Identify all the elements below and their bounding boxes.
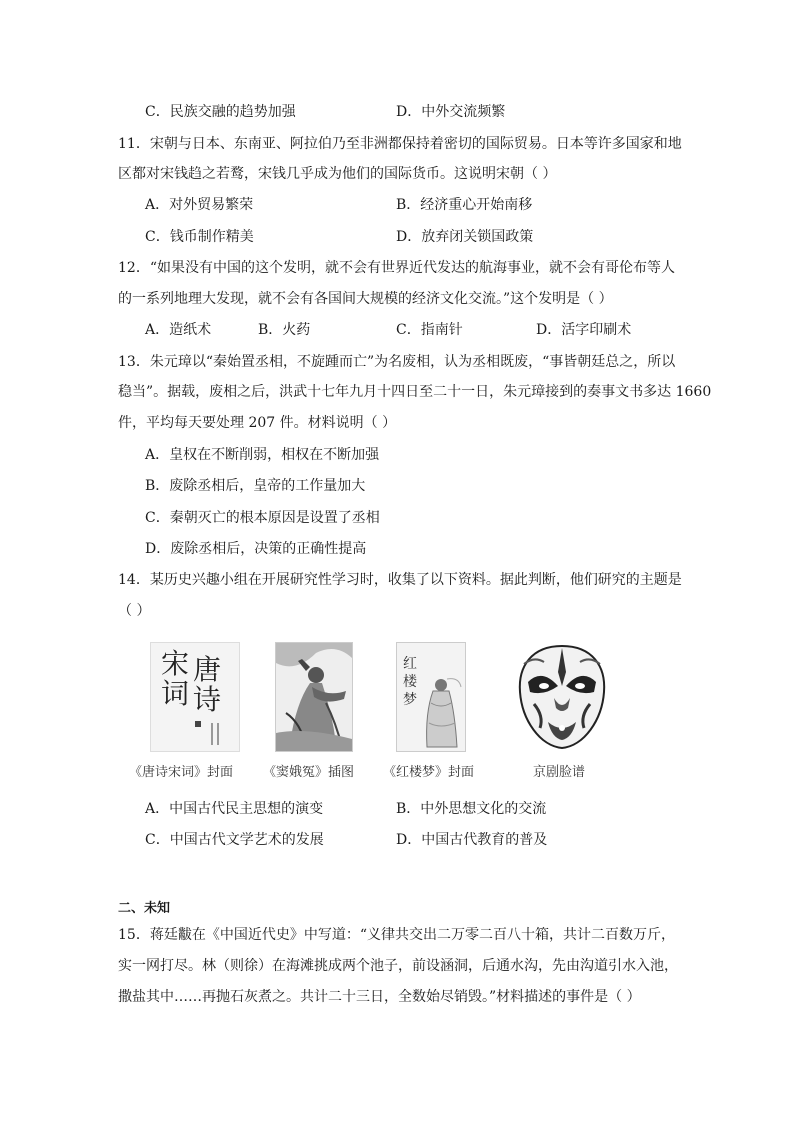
q11-stem-line1: 11．宋朝与日本、东南亚、阿拉伯乃至非洲都保持着密切的国际贸易。日本等许多国家和地: [118, 136, 682, 152]
q11-option-d: D．放弃闭关锁国政策: [396, 229, 534, 245]
cover-char-ci: 词: [161, 677, 190, 710]
q14-stem-line2: （ ）: [118, 603, 151, 619]
hongloumeng-cover-image: [396, 642, 466, 752]
q14-stem-line1: 14．某历史兴趣小组在开展研究性学习时，收集了以下资料。据此判断，他们研究的主题是: [118, 572, 682, 588]
q10-option-d: D．中外交流频繁: [396, 104, 506, 120]
lady-figure-icon: [417, 673, 463, 749]
cover-char-tang: 唐: [193, 653, 222, 686]
q11-option-b: B．经济重心开始南移: [396, 197, 533, 213]
peking-opera-mask-image: [514, 642, 610, 750]
q11-option-a: A．对外贸易繁荣: [145, 197, 254, 213]
q13-option-d: D．废除丞相后，决策的正确性提高: [145, 541, 367, 557]
caption-dou-e-yuan: 《窦娥冤》插图: [263, 765, 355, 780]
caption-hongloumeng: 《红楼梦》封面: [383, 765, 475, 780]
caption-opera-mask: 京剧脸谱: [533, 765, 586, 780]
q11-option-c: C．钱币制作精美: [145, 229, 254, 245]
section-title: 二、未知: [118, 901, 171, 916]
q13-stem-line2: 稳当”。据载，废相之后，洪武十七年九月十四日至二十一日，朱元璋接到的奏事文书多达 1660: [118, 384, 712, 400]
q14-option-b: B．中外思想文化的交流: [396, 801, 547, 817]
q13-option-b: B．废除丞相后，皇帝的工作量加大: [145, 478, 366, 494]
cover-seal-mark: [195, 721, 201, 727]
q12-option-b: B．火药: [258, 322, 311, 338]
q13-stem-line3: 件，平均每天要处理 207 件。材料说明（ ）: [118, 415, 397, 431]
q10-option-c: C．民族交融的趋势加强: [145, 104, 296, 120]
figure-illustration-icon: [276, 643, 352, 751]
cover-small-text-mark-2: [217, 723, 219, 745]
caption-tangshi-songci: 《唐诗宋词》封面: [129, 765, 234, 780]
q12-option-c: C．指南针: [396, 322, 463, 338]
cover-title-hongloumeng: 红楼梦: [403, 656, 417, 708]
q12-option-a: A．造纸术: [145, 322, 212, 338]
q14-option-c: C．中国古代文学艺术的发展: [145, 832, 324, 848]
cover-small-text-mark: [211, 723, 213, 745]
q13-stem-line1: 13．朱元璋以“秦始置丞相，不旋踵而亡”为名废相，认为丞相既废，“事皆朝廷总之，所以: [118, 354, 676, 370]
q12-option-d: D．活字印刷术: [536, 322, 632, 338]
opera-mask-icon: [514, 642, 610, 750]
tangshi-songci-cover-image: [150, 642, 240, 752]
q12-stem-line1: 12．“如果没有中国的这个发明，就不会有世界近代发达的航海事业，就不会有哥伦布等人: [118, 260, 675, 276]
q14-option-a: A．中国古代民主思想的演变: [145, 801, 324, 817]
q15-stem-line1: 15．蒋廷黻在《中国近代史》中写道：“义律共交出二万零二百八十箱，共计二百数万斤，: [118, 927, 675, 943]
q15-stem-line2: 实一网打尽。林（则徐）在海滩挑成两个池子，前设涵洞，后通水沟，先由沟道引水入池，: [118, 958, 678, 974]
q12-stem-line2: 的一系列地理大发现，就不会有各国间大规模的经济文化交流。”这个发明是（ ）: [118, 291, 613, 307]
q15-stem-line3: 撒盐其中……再抛石灰煮之。共计二十三日，全数始尽销毁。”材料描述的事件是（ ）: [118, 989, 641, 1005]
cover-char-song: 宋: [161, 647, 190, 680]
dou-e-yuan-illustration: [275, 642, 353, 752]
q14-option-d: D．中国古代教育的普及: [396, 832, 548, 848]
cover-char-shi: 诗: [193, 683, 222, 716]
q11-stem-line2: 区都对宋钱趋之若鹜，宋钱几乎成为他们的国际货币。这说明宋朝（ ）: [118, 166, 557, 182]
q13-option-a: A．皇权在不断削弱，相权在不断加强: [145, 447, 380, 463]
q13-option-c: C．秦朝灭亡的根本原因是设置了丞相: [145, 510, 380, 526]
